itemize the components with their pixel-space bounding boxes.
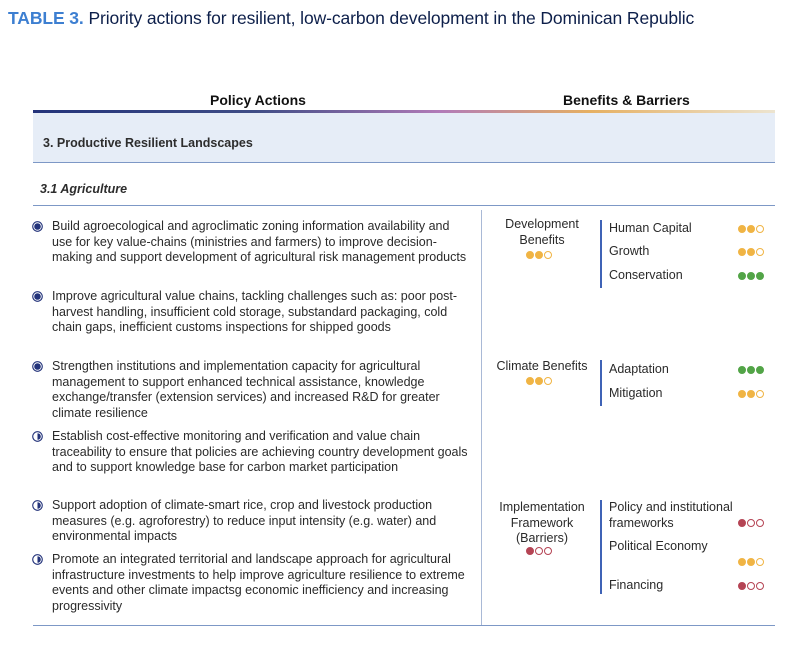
rating-dot-empty	[756, 248, 764, 256]
rating-dot-empty	[756, 519, 764, 527]
subsection-rule	[33, 205, 775, 206]
full-circle-icon	[32, 291, 43, 302]
section-title: 3. Productive Resilient Landscapes	[43, 136, 253, 150]
rating-dot-empty	[747, 582, 755, 590]
benefit-item-rating	[738, 366, 764, 374]
benefit-item-rating	[738, 519, 764, 527]
rating-dot-empty	[756, 225, 764, 233]
benefit-item-label: Adaptation	[609, 362, 669, 376]
rating-dot-filled	[738, 558, 746, 566]
group-accent-bar	[600, 360, 602, 406]
policy-action-item	[32, 359, 472, 421]
rating-dot-empty	[544, 547, 552, 555]
half-circle-icon	[32, 431, 43, 442]
group-accent-bar	[600, 220, 602, 288]
benefit-item-label: Political Economy	[609, 539, 708, 553]
policy-action-item	[32, 552, 472, 614]
rating-dot-filled	[756, 272, 764, 280]
table-bottom-rule	[33, 625, 775, 626]
policy-action-text: Strengthen institutions and implementation capacity for agricultural management to support enhanced technical assistance, knowledge exchange/transfer (extension services) and increased R&D for greater climate resilience	[52, 359, 440, 420]
benefit-item-rating	[738, 558, 764, 566]
policy-action-item	[32, 289, 472, 336]
rating-dot-filled	[738, 272, 746, 280]
policy-action-item	[32, 429, 472, 476]
benefit-group-rating	[526, 547, 552, 555]
benefits-barriers-header: Benefits & Barriers	[563, 92, 690, 108]
benefit-item-rating	[738, 582, 764, 590]
policy-action-text: Establish cost-effective monitoring and verification and value chain traceability to ensure that policies are achieving country development goals and to support knowledge base for carbon market participation	[52, 429, 468, 474]
benefit-item-label: Conservation	[609, 268, 683, 282]
benefit-group-label: Implementation Framework (Barriers)	[499, 500, 585, 545]
column-divider	[481, 210, 482, 625]
benefit-item-rating	[738, 390, 764, 398]
rating-dot-filled	[756, 366, 764, 374]
full-circle-icon	[32, 221, 43, 232]
table-title	[8, 8, 694, 29]
rating-dot-filled	[738, 390, 746, 398]
rating-dot-filled	[747, 366, 755, 374]
benefit-group-label: Development Benefits	[505, 217, 579, 247]
benefit-item-rating	[738, 225, 764, 233]
policy-action-text: Improve agricultural value chains, tackling challenges such as: poor post-harvest handling, insufficient cold storage, substandard packaging, cold chain gaps, inefficient customs inspections for shipped goods	[52, 289, 458, 334]
table-title-text: Priority actions for resilient, low-carbon development in the Dominican Republic	[88, 8, 695, 28]
policy-action-text: Support adoption of climate-smart rice, crop and livestock production measures (e.g. agroforestry) to reduce input intensity (e.g. water) and environmental impacts	[52, 498, 437, 543]
benefit-item-label: Human Capital	[609, 221, 692, 235]
rating-dot-filled	[747, 272, 755, 280]
policy-action-item	[32, 219, 472, 266]
rating-dot-filled	[526, 251, 534, 259]
benefit-item-label: Growth	[609, 244, 650, 258]
policy-actions-header: Policy Actions	[210, 92, 306, 108]
rating-dot-empty	[535, 547, 543, 555]
benefit-group-label: Climate Benefits	[496, 359, 588, 373]
half-circle-icon	[32, 500, 43, 511]
rating-dot-filled	[738, 582, 746, 590]
rating-dot-filled	[747, 558, 755, 566]
full-circle-icon	[32, 361, 43, 372]
rating-dot-filled	[738, 248, 746, 256]
rating-dot-empty	[747, 519, 755, 527]
rating-dot-filled	[535, 251, 543, 259]
rating-dot-empty	[756, 558, 764, 566]
rating-dot-empty	[756, 582, 764, 590]
rating-dot-filled	[747, 248, 755, 256]
benefit-group-rating	[526, 251, 552, 259]
subsection-title: 3.1 Agriculture	[40, 182, 128, 196]
half-circle-icon	[32, 554, 43, 565]
policy-action-text: Promote an integrated territorial and landscape approach for agricultural infrastructure investments to help improve agriculture resilience to extreme events and other climate impactsg economic inefficiency and increasing progressivity	[52, 552, 465, 613]
rating-dot-filled	[738, 519, 746, 527]
rating-dot-filled	[738, 366, 746, 374]
rating-dot-filled	[535, 377, 543, 385]
policy-action-item	[32, 498, 472, 545]
benefit-item-label: Policy and institutional frameworks	[609, 500, 733, 530]
benefit-item-label: Mitigation	[609, 386, 663, 400]
rating-dot-filled	[747, 390, 755, 398]
benefit-item-rating	[738, 248, 764, 256]
group-accent-bar	[600, 500, 602, 594]
benefit-item-label: Financing	[609, 578, 664, 592]
rating-dot-filled	[738, 225, 746, 233]
table-number: TABLE 3.	[8, 8, 84, 28]
benefit-group-rating	[526, 377, 552, 385]
rating-dot-empty	[544, 251, 552, 259]
benefit-item-rating	[738, 272, 764, 280]
rating-dot-empty	[544, 377, 552, 385]
rating-dot-filled	[747, 225, 755, 233]
rating-dot-empty	[756, 390, 764, 398]
section-band	[33, 113, 775, 163]
rating-dot-filled	[526, 547, 534, 555]
policy-action-text: Build agroecological and agroclimatic zoning information availability and use for key value-chains (ministries and farmers) to improve decision-making and support development of agricultural risk management products	[52, 219, 467, 264]
rating-dot-filled	[526, 377, 534, 385]
